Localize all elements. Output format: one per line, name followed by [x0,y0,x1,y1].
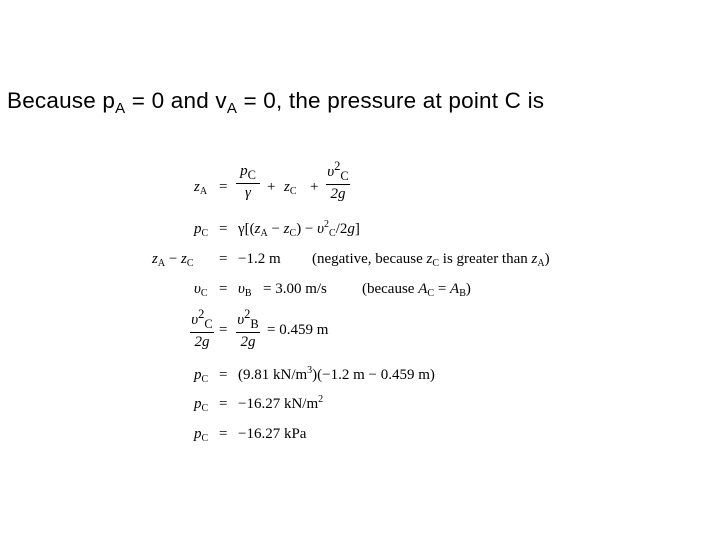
eq4-value: = 3.00 m/s [263,281,327,297]
eq5-value: = 0.459 m [267,322,329,338]
eq1-plus-1: + [267,179,276,195]
eq6-lhs: $p_C$ [194,367,209,385]
eq6-rhs: (9.81 $kN/m^3)(-1.2$ m − 0.459 m) [238,365,435,383]
eq8-result: −16.27 kPa [238,426,307,442]
eq4-vb: $\upsilon_B$ [238,281,252,299]
eq1-plus-2: + [310,179,319,195]
eq7-rhs: −16.27 $kN/m^2$ [238,394,324,412]
eq1-zc: $z_C$ [284,179,297,197]
eq5-fraction-vb: $\upsilon^2_B$ 2g [237,307,259,350]
eq7-equals: = [219,396,228,412]
eq1-fraction-velocity: $\upsilon^2_C$ 2g [327,159,349,202]
intro-text-1: Because p [7,88,116,113]
eq6-equals: = [219,367,228,383]
eq8-lhs: $p_C$ [194,426,209,444]
eq2-lhs: $p_C$ [194,221,209,239]
eq3-value: −1.2 m [238,251,281,267]
eq3-equals: = [219,251,228,267]
eq1-equals: = [219,179,228,195]
intro-text-2: = 0 and v [125,88,227,113]
eq1-lhs: $z_A$ [194,179,208,197]
eq3-lhs: $z_A - z_C$ [152,251,194,269]
eq4-note: (because $A_C = A_B$) [362,281,471,299]
eq5-equals: = [219,322,228,338]
eq8-equals: = [219,426,228,442]
eq4-equals: = [219,281,228,297]
eq2-rhs: $\gamma[(z_A - z_C) - \upsilon^2_C/2g]$ [238,219,360,239]
intro-subscript-1: A [115,100,126,117]
eq2-equals: = [219,221,228,237]
eq3-note: (negative, because $z_C$ is greater than $z_A$) [312,251,550,269]
eq4-lhs: $\upsilon_C$ [194,281,208,299]
intro-subscript-2: A [226,100,238,117]
eq1-fraction-pressure: $p_C$ γ [236,164,260,201]
eq7-lhs: $p_C$ [194,396,209,414]
intro-text-3: = 0, the pressure at point C is [237,88,545,113]
eq5-fraction-vc: $\upsilon^2_C$ 2g [191,307,213,350]
